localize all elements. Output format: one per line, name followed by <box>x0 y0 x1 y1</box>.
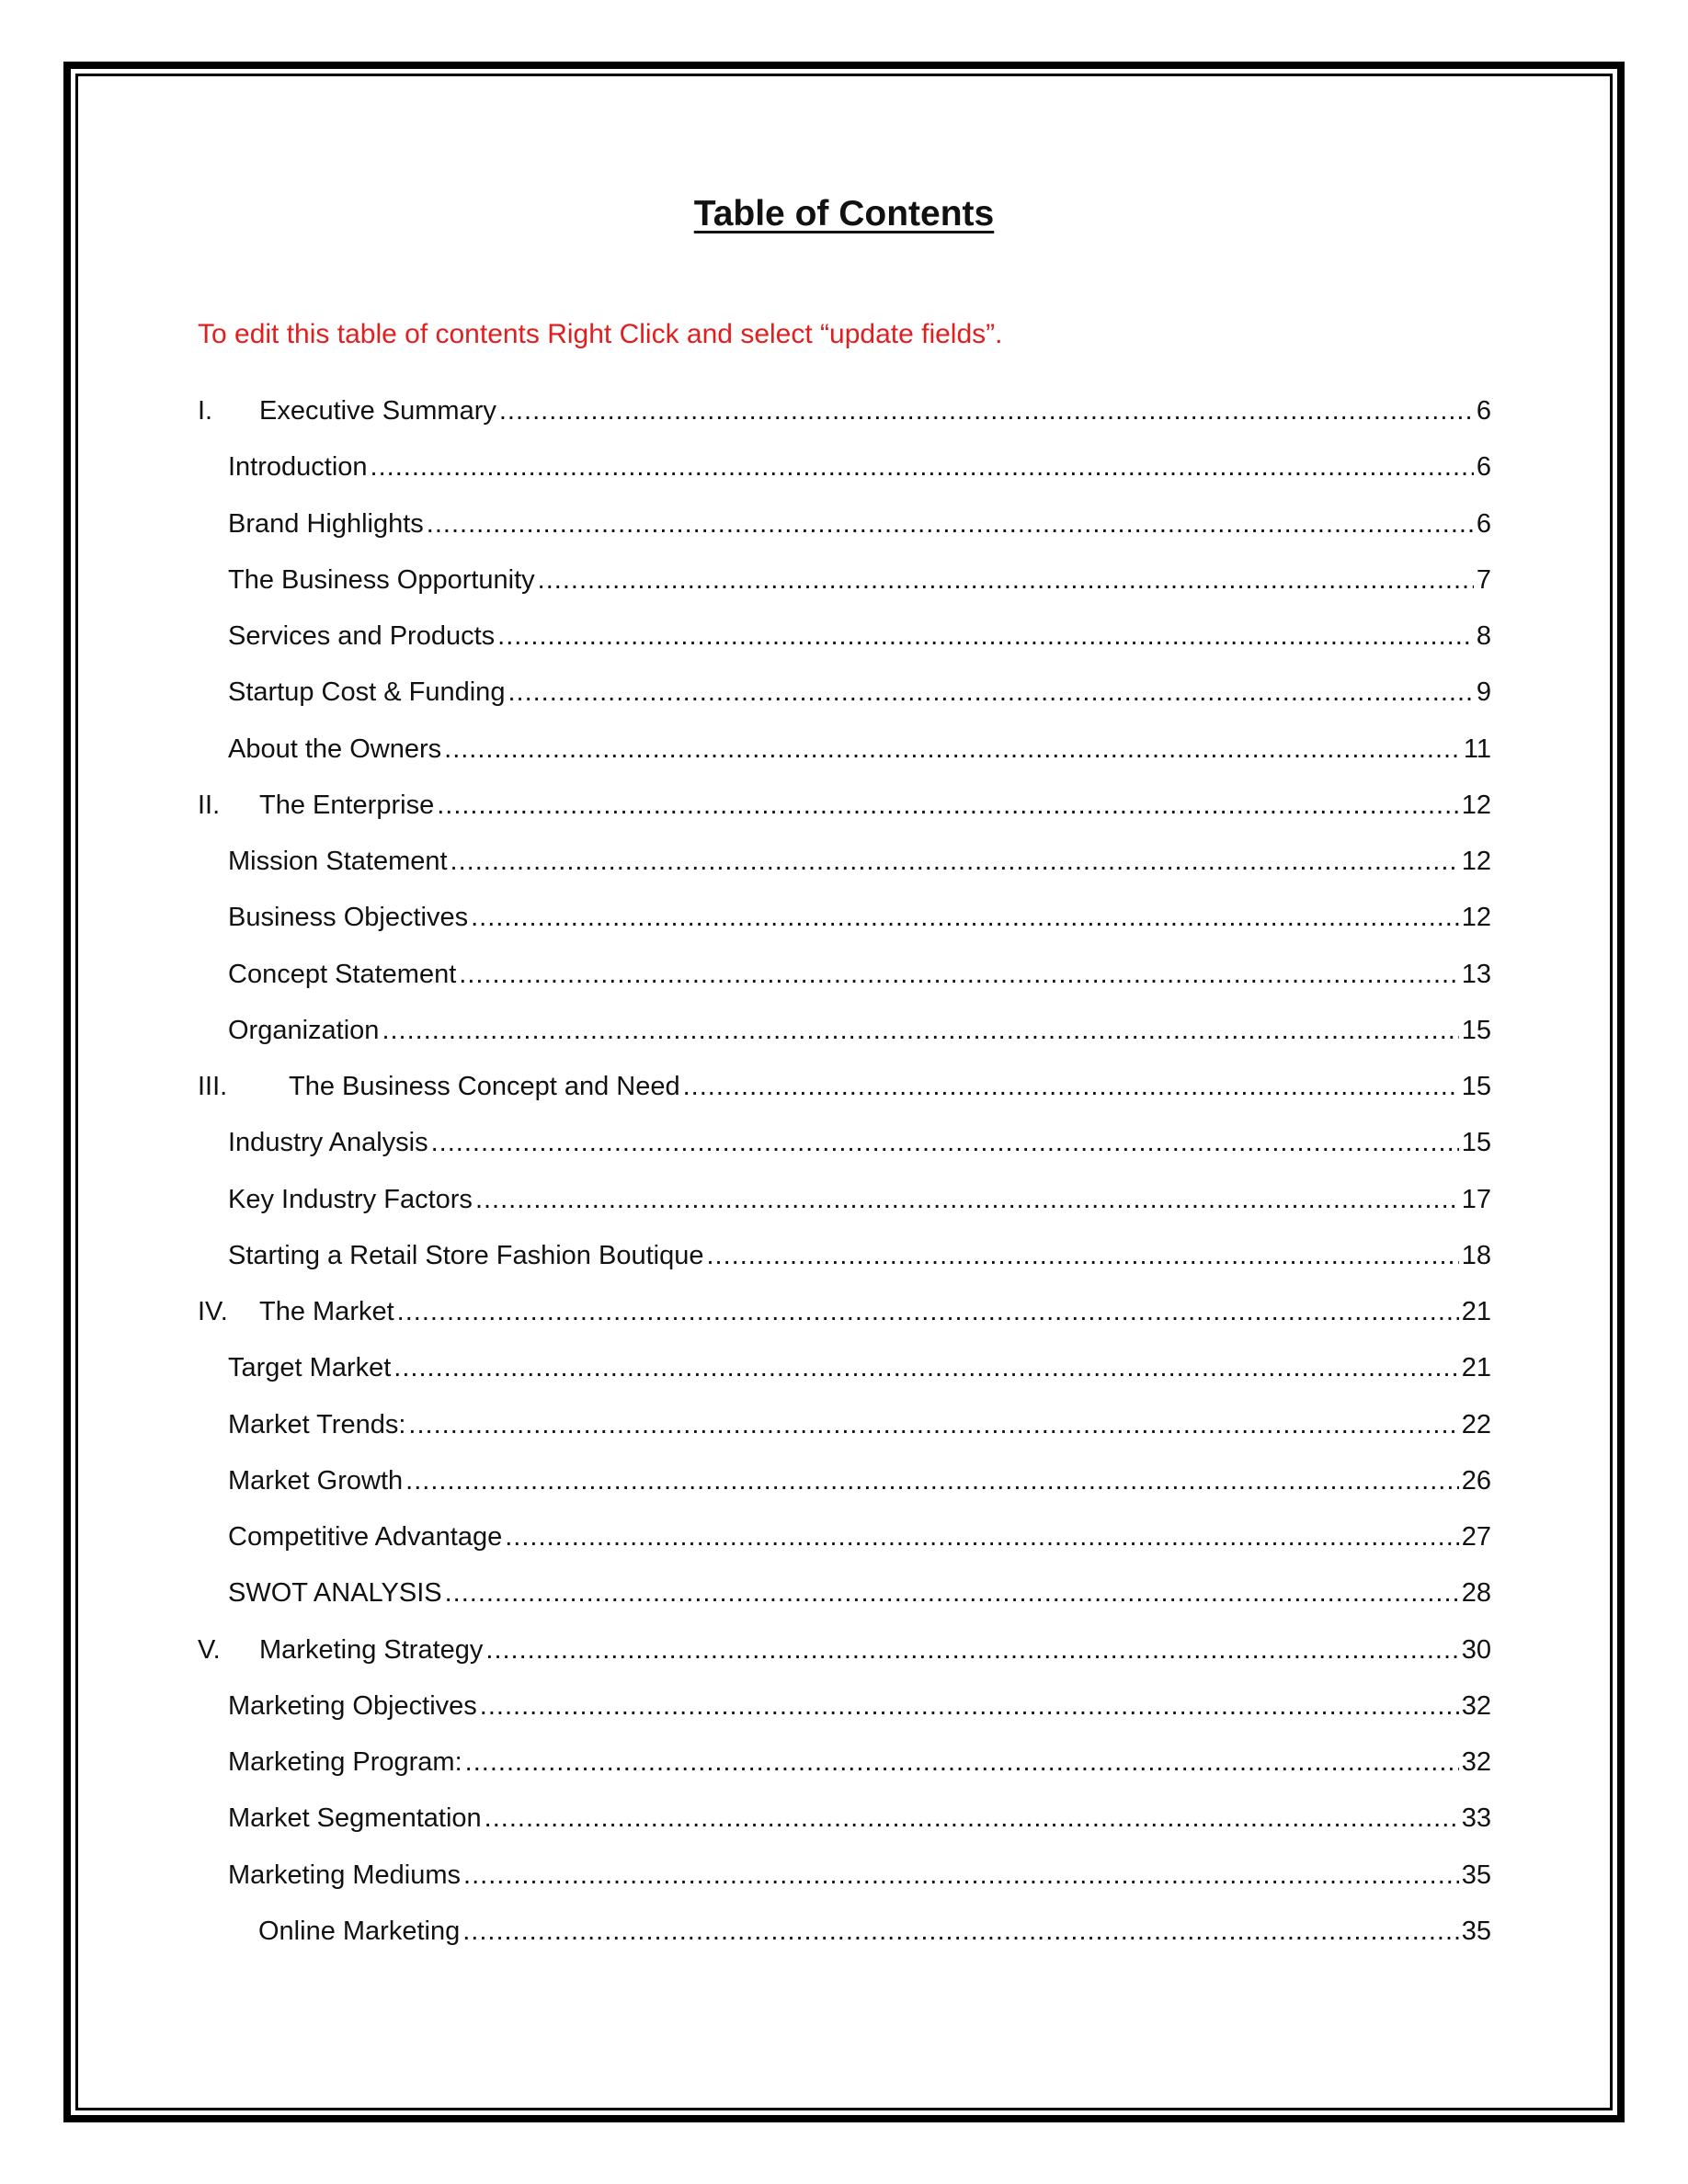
toc-entry-title: Executive Summary <box>259 396 496 427</box>
toc-entry-title: Business Objectives <box>228 903 469 933</box>
toc-entry[interactable] <box>198 1678 1491 1735</box>
toc-dot-leader <box>444 736 1461 763</box>
toc-page-number: 8 <box>1476 621 1491 652</box>
toc-dot-leader <box>471 904 1459 931</box>
toc-entry-title: Services and Products <box>228 621 496 652</box>
toc-dot-leader <box>431 1130 1459 1156</box>
toc-entry-title: About the Owners <box>228 734 442 764</box>
toc-entry-title: Competitive Advantage <box>228 1522 503 1553</box>
toc-page-number: 6 <box>1476 452 1491 483</box>
toc-entry-title: Market Trends: <box>228 1409 406 1439</box>
toc-entry[interactable] <box>198 1848 1491 1904</box>
toc-entry[interactable] <box>198 1172 1491 1228</box>
toc-entry-title: Marketing Program: <box>228 1747 462 1778</box>
toc-dot-leader <box>397 1299 1459 1325</box>
toc-dot-leader <box>408 1412 1458 1439</box>
toc-entry[interactable] <box>198 1791 1491 1847</box>
toc-entry[interactable] <box>198 722 1491 778</box>
toc-page-number: 35 <box>1461 1916 1491 1946</box>
toc-page-number: 9 <box>1476 677 1491 708</box>
toc-section-number: I. <box>198 396 213 427</box>
toc-page-number: 27 <box>1461 1522 1491 1553</box>
toc-entry-title: Online Marketing <box>258 1916 461 1946</box>
toc-page-number: 12 <box>1461 790 1491 820</box>
toc-entry[interactable] <box>198 496 1491 552</box>
toc-list <box>198 383 1491 1960</box>
toc-dot-leader <box>465 1749 1459 1776</box>
toc-page-number: 30 <box>1461 1634 1491 1665</box>
toc-entry[interactable] <box>198 890 1491 946</box>
toc-dot-leader <box>683 1074 1459 1100</box>
toc-dot-leader <box>451 848 1459 875</box>
toc-entry-title: Market Segmentation <box>228 1803 482 1834</box>
toc-dot-leader <box>485 1805 1459 1832</box>
toc-entry[interactable] <box>198 1340 1491 1396</box>
toc-dot-leader <box>505 1524 1458 1551</box>
toc-entry[interactable] <box>198 1904 1491 1960</box>
toc-entry[interactable] <box>198 1735 1491 1791</box>
toc-entry[interactable] <box>198 439 1491 495</box>
toc-entry[interactable] <box>198 1228 1491 1284</box>
toc-entry[interactable] <box>198 665 1491 721</box>
toc-dot-leader <box>538 567 1474 594</box>
toc-dot-leader <box>508 679 1473 706</box>
toc-entry-title: Mission Statement <box>228 847 448 877</box>
toc-entry[interactable] <box>198 1453 1491 1509</box>
toc-entry[interactable] <box>198 1059 1491 1115</box>
toc-entry-title: The Market <box>259 1297 394 1327</box>
toc-page-number: 17 <box>1461 1184 1491 1214</box>
toc-page-number: 18 <box>1461 1240 1491 1270</box>
toc-page-number: 26 <box>1461 1465 1491 1496</box>
toc-dot-leader <box>463 1862 1459 1889</box>
toc-page-number: 15 <box>1461 1128 1491 1158</box>
toc-dot-leader <box>427 511 1474 538</box>
toc-entry[interactable] <box>198 778 1491 834</box>
toc-dot-leader <box>475 1187 1459 1213</box>
toc-page-number: 22 <box>1461 1409 1491 1439</box>
toc-instruction-note: To edit this table of contents Right Click and select “update fields”. <box>198 319 1003 349</box>
toc-title: Table of Contents <box>693 194 995 233</box>
toc-page-number: 28 <box>1461 1578 1491 1609</box>
toc-entry-title: Startup Cost & Funding <box>228 677 506 708</box>
toc-entry-title: Marketing Strategy <box>259 1634 484 1665</box>
toc-dot-leader <box>459 961 1458 988</box>
toc-page-number: 6 <box>1476 508 1491 539</box>
toc-section-number: II. <box>198 790 221 820</box>
toc-dot-leader <box>445 1580 1459 1607</box>
toc-entry[interactable] <box>198 1284 1491 1340</box>
toc-entry-title: Marketing Objectives <box>228 1690 477 1721</box>
toc-entry-title: Target Market <box>228 1353 392 1383</box>
toc-page-number: 11 <box>1463 734 1491 764</box>
toc-entry[interactable] <box>198 609 1491 665</box>
toc-dot-leader <box>393 1355 1458 1382</box>
toc-entry-title: Introduction <box>228 452 368 483</box>
toc-page-number: 21 <box>1461 1297 1491 1327</box>
toc-page-number: 12 <box>1461 903 1491 933</box>
toc-page-number: 15 <box>1461 1015 1491 1045</box>
toc-section-number: III. <box>198 1072 228 1102</box>
toc-entry-title: The Business Opportunity <box>228 564 535 595</box>
toc-dot-leader <box>480 1693 1459 1720</box>
toc-dot-leader <box>485 1637 1458 1664</box>
toc-entry[interactable] <box>198 947 1491 1003</box>
toc-entry-title: Concept Statement <box>228 959 457 989</box>
toc-page-number: 12 <box>1461 847 1491 877</box>
toc-page-number: 21 <box>1461 1353 1491 1383</box>
toc-page-number: 15 <box>1461 1072 1491 1102</box>
toc-entry-title: Key Industry Factors <box>228 1184 473 1214</box>
toc-entry[interactable] <box>198 1565 1491 1621</box>
toc-entry[interactable] <box>198 1622 1491 1678</box>
toc-entry-title: Starting a Retail Store Fashion Boutique <box>228 1240 704 1270</box>
toc-section-number: IV. <box>198 1297 228 1327</box>
toc-entry-title: Market Growth <box>228 1465 404 1496</box>
toc-dot-leader <box>437 792 1459 819</box>
toc-dot-leader <box>706 1243 1458 1269</box>
toc-entry[interactable] <box>198 834 1491 890</box>
toc-page-number: 33 <box>1461 1803 1491 1834</box>
toc-page-number: 32 <box>1461 1690 1491 1721</box>
toc-entry-title: Marketing Mediums <box>228 1860 462 1890</box>
toc-entry[interactable] <box>198 1397 1491 1453</box>
toc-page-number: 7 <box>1476 564 1491 595</box>
toc-entry[interactable] <box>198 1115 1491 1171</box>
toc-entry[interactable] <box>198 1509 1491 1565</box>
toc-dot-leader <box>382 1018 1458 1044</box>
toc-dot-leader <box>462 1918 1459 1945</box>
toc-dot-leader <box>405 1468 1459 1495</box>
toc-entry-title: The Enterprise <box>259 790 435 820</box>
toc-entry-title: Brand Highlights <box>228 508 424 539</box>
toc-entry[interactable] <box>198 1003 1491 1059</box>
toc-page-number: 6 <box>1476 396 1491 427</box>
toc-section-number: V. <box>198 1634 221 1665</box>
toc-page-number: 35 <box>1461 1860 1491 1890</box>
toc-entry-title: Industry Analysis <box>228 1128 428 1158</box>
toc-entry-title: SWOT ANALYSIS <box>228 1578 442 1609</box>
toc-dot-leader <box>371 454 1474 481</box>
toc-dot-leader <box>499 398 1474 425</box>
toc-dot-leader <box>497 623 1474 650</box>
toc-entry-title: Organization <box>228 1015 380 1045</box>
toc-page-number: 32 <box>1461 1747 1491 1778</box>
toc-page-number: 13 <box>1461 959 1491 989</box>
toc-entry-title: The Business Concept and Need <box>289 1072 680 1102</box>
toc-entry[interactable] <box>198 552 1491 609</box>
toc-entry[interactable] <box>198 383 1491 439</box>
